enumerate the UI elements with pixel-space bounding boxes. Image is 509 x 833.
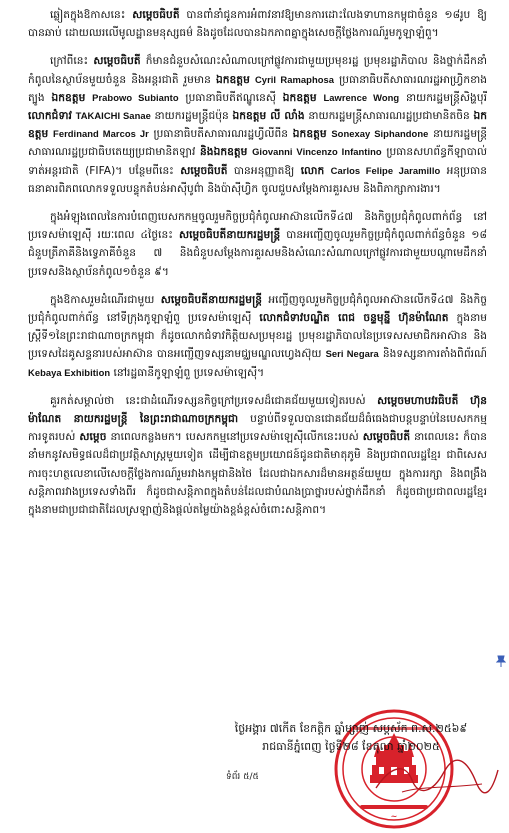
paragraph-text: គួរកត់សម្គាល់ថា នេះជាដំណើរទស្សនកិច្ចក្រៅប្រទេសដ៏ជោគជ័យមួយទៀតរបស់ <box>50 394 378 407</box>
bold-title-text: លោកជំទាវបណ្ឌិត ពេជ ចន្ទមុន្នី <box>259 312 391 325</box>
latin-name-text: Carlos Felipe Jaramillo <box>330 164 441 176</box>
latin-name-text: Sonexay Siphandone <box>331 128 429 140</box>
body-paragraph <box>28 6 487 42</box>
paragraph-text: អនុប្រធានធនាគារពិភពលោកទទួលបន្ទុកតំបន់អាស៊ីបូព៌ា និងប៉ាស៊ីហ្វិក ចូលជួបសម្ដែងការគួរសម និងពិភាក្សាការងារ។ <box>28 164 487 195</box>
latin-name-text: Cyril Ramaphosa <box>254 73 335 85</box>
bold-title-text: ឯកឧត្តម <box>282 91 317 104</box>
body-paragraph <box>28 291 487 382</box>
bold-title-text: ឯកឧត្តម <box>51 91 86 104</box>
paragraph-text: នាយករដ្ឋមន្ត្រីជប៉ុន <box>150 110 233 123</box>
bold-title-text: ឯកឧត្តម <box>292 128 327 141</box>
date-block <box>206 720 496 756</box>
paragraph-text: នាពេលកន្លងមក។ បេសកកម្មនៅប្រទេសម៉ាឡេស៊ីលើកនេះរបស់ <box>106 431 363 444</box>
bold-title-text: សម្ដេចធិបតីនាយករដ្ឋមន្ត្រី <box>160 293 263 306</box>
paragraph-text: ប្រធានាធិបតីឥណ្ឌូនេស៊ី <box>178 91 283 104</box>
bold-title-text: សម្ដេចធិបតី <box>132 9 180 21</box>
latin-name-text: Giovanni Vincenzo Infantino <box>252 146 382 158</box>
bold-title-text: និងឯកឧត្តម <box>200 146 248 159</box>
paragraph-text: នាយករដ្ឋមន្ត្រីសាធារណរដ្ឋប្រជាធិបតេយ្យប្រជាមានិតឡាវ <box>28 128 488 159</box>
bold-title-text: សម្ដេចធិបតី <box>180 164 228 177</box>
bold-title-text: ហ៊ុនម៉ាណែត <box>398 312 449 325</box>
paragraph-text: ក្នុងឱកាសរួមដំណើរជាមួយ <box>50 293 161 306</box>
bold-title-text: ឯកឧត្តម <box>28 110 487 141</box>
bold-title-text: សម្ដេចធិបតី <box>93 55 141 68</box>
pin-icon <box>496 655 506 667</box>
bold-title-text: លោក <box>300 164 325 177</box>
paragraph-text: នាពេលនេះ ក៏បាននាំមកនូវសមិទ្ធផលដ៏ជាប្រវត្តិសាស្ត្រមួយទៀត ដើម្បីជាឧត្តមប្រយោជន៍ជូនជាតិមាតុភូមិ និងប្រជាពលរដ្ឋខ្មែរ ជាពិសេសការចុះហត្ថលេខាលើសេចក្ដីថ្លែងការណ៍រួមរវាងកម្ពុជានិងថៃ ដែលជាឯកសារដ៏មានអត្ថន័យមួយ ក្នុងការរក្សា និងពង្រឹងសន្តិភាពរវាងប្រទេសទាំងពីរ ក៏ដូចជាសន្តិភាពក្នុងតំបន់ដែលជាបំណងប្រាថ្នារបស់ថ្នាក់ដឹកនាំ ក៏ដូចជាប្រជាពលរដ្ឋខ្មែរ ក្នុងនាមជាប្រជាជាតិដែលស្រឡាញ់និងផ្ដល់តម្លៃយ៉ាងខ្ពង់ខ្ពស់ចំពោះសន្តិភាព។ <box>28 431 487 517</box>
paragraph-text: ក៏មានជំនួបសំណេះសំណាលក្រៅផ្លូវការជាមួយប្រមុខរដ្ឋ ប្រមុខរដ្ឋាភិបាល និងថ្នាក់ដឹកនាំកំពូលនៃស្ថាប័នមួយចំនួន និងអន្តរជាតិ រួមមាន <box>28 55 488 86</box>
paragraph-text: ក្នុងអំឡុងពេលនៃការបំពេញបេសកកម្មចូលរួមកិច្ចប្រជុំកំពូលអាស៊ានលើកទី៤៧ និងកិច្ចប្រជុំកំពូលពាក់ព័ន្ធ នៅប្រទេសម៉ាឡេស៊ី រយៈពេល ៤ថ្ងៃនេះ <box>28 211 487 242</box>
latin-name-text: Lawrence Wong <box>323 91 400 103</box>
page-number: ទំព័រ ៥/៥ <box>226 772 259 782</box>
paragraph-text: បានអនុញ្ញាតឱ្យ <box>227 164 301 177</box>
latin-name-text: Seri Negara <box>325 348 379 360</box>
latin-name-text: Ferdinand Marcos Jr <box>53 128 149 140</box>
bold-title-text: សម្ដេចធិបតី <box>362 431 411 444</box>
paragraph-text: ប្រធានសហព័ន្ធកីឡាបាល់ទាត់អន្តរជាតិ (FIFA)។ បន្ថែមពីនេះ <box>28 146 488 177</box>
paragraph-text: ប្រធានាធិបតីសាធារណរដ្ឋហ្វីលីពីន <box>148 128 293 141</box>
latin-name-text: Prabowo Subianto <box>92 91 179 103</box>
paragraph-text: នាយករដ្ឋមន្ត្រីសាធារណរដ្ឋប្រជាមានិតចិន <box>304 110 474 123</box>
paragraph-text: បានពាំនាំជូនការអំពាវនាវឱ្យមានការដោះលែងទាហានកម្ពុជាចំនួន ១៨រូប ឱ្យបានឆាប់ ដោយឈរលើមូលដ្ឋានមនុស្សធម៌ និងដូចដែលបានឯកភាពគ្នាក្នុងសេចក្ដីថ្លែងការណ៍រួមកូឡាឡំពួ។ <box>28 9 487 40</box>
paragraph-text: ឆ្លៀតក្នុងឱកាសនេះ <box>50 9 133 21</box>
paragraph-text: ប្រធានាធិបតីសាធារណរដ្ឋអាហ្វ្រិកខាងត្បូង <box>28 73 488 104</box>
document-body <box>28 6 487 519</box>
handwritten-signature <box>372 758 502 798</box>
paragraph-text: នាយករដ្ឋមន្ត្រីសិង្ហបុរី <box>399 91 488 104</box>
latin-name-text: TAKAICHI Sanae <box>75 110 151 122</box>
body-paragraph <box>28 392 487 519</box>
paragraph-text: បន្ទាប់ពីទទួលបានជោគជ័យដ៏ធំធេងជាបន្តបន្ទាប់នៃបេសកកម្មការទូតរបស់ <box>28 413 487 444</box>
bold-title-text: ឯកឧត្តម <box>215 73 250 86</box>
paragraph-text: ក្នុងនាមស្ត្រីទី១នៃព្រះរាជាណាចក្រកម្ពុជា ក៏ដូចលោកជំទាវកិត្តិយសប្រមុខរដ្ឋ ប្រមុខរដ្ឋាភិបាលនៃប្រទេសសមាជិកអាស៊ាន និងប្រទេសដៃគូសន្ទនារបស់អាស៊ាន បានអញ្ជើញទស្សនាមជ្ឈមណ្ឌលហ្វេងស៊ុយ <box>28 312 487 361</box>
bold-title-text: លោកជំទាវ <box>28 110 72 123</box>
bold-title-text: ឯកឧត្តម លី លាំង <box>232 110 305 123</box>
paragraph-text: អញ្ជើញចូលរួមកិច្ចប្រជុំកំពូលអាស៊ានលើកទី៤៧ និងកិច្ចប្រជុំកំពូលពាក់ព័ន្ធ នៅទីក្រុងកូឡាឡំពួ ប្រទេសម៉ាឡេស៊ី <box>28 293 487 325</box>
bold-title-text: សម្ដេចធិបតីនាយករដ្ឋមន្ត្រី <box>178 229 281 242</box>
bold-title-text: សម្ដេច <box>79 431 107 444</box>
gregorian-date-line: រាជធានីភ្នំពេញ ថ្ងៃទី២៨ ខែតុលា ឆ្នាំ២០២៥ <box>262 740 440 753</box>
lunar-date-line: ថ្ងៃអង្គារ ៧កើត ខែកត្តិក ឆ្នាំម្សាញ់ សប្តស័ក ព.ស.២៥៦៩ <box>234 722 468 735</box>
paragraph-text: បានអញ្ជើញចូលរួមកិច្ចប្រជុំកំពូលពាក់ព័ន្ធចំនួន ១៨ ជំនួបត្រីភាគីនិងទ្វេភាគីចំនួន ៧ និងជំនួបសម្ដែងការគួរសមនិងសំណេះសំណាលក្រៅផ្លូវការជាមួយបណ្ដាមេដឹកនាំប្រទេសនិងស្ថាប័នកំពូល១ចំនួន ៩។ <box>28 229 487 278</box>
latin-name-text: Kebaya Exhibition <box>28 366 111 378</box>
paragraph-text: នៅរដ្ឋធានីកូឡាឡំពួ ប្រទេសម៉ាឡេស៊ី។ <box>110 366 265 379</box>
body-paragraph <box>28 52 487 198</box>
bold-title-text: សម្ដេចមហាបវរធិបតី ហ៊ុន ម៉ាណែត នាយករដ្ឋមន្ត្រី នៃព្រះរាជាណាចក្រកម្ពុជា <box>28 394 487 426</box>
paragraph-text: ក្រៅពីនេះ <box>50 55 94 68</box>
svg-text:~: ~ <box>390 812 398 821</box>
body-paragraph <box>28 208 487 281</box>
paragraph-text: និងទស្សនាការតាំងពិព័រណ៍ <box>378 348 487 361</box>
